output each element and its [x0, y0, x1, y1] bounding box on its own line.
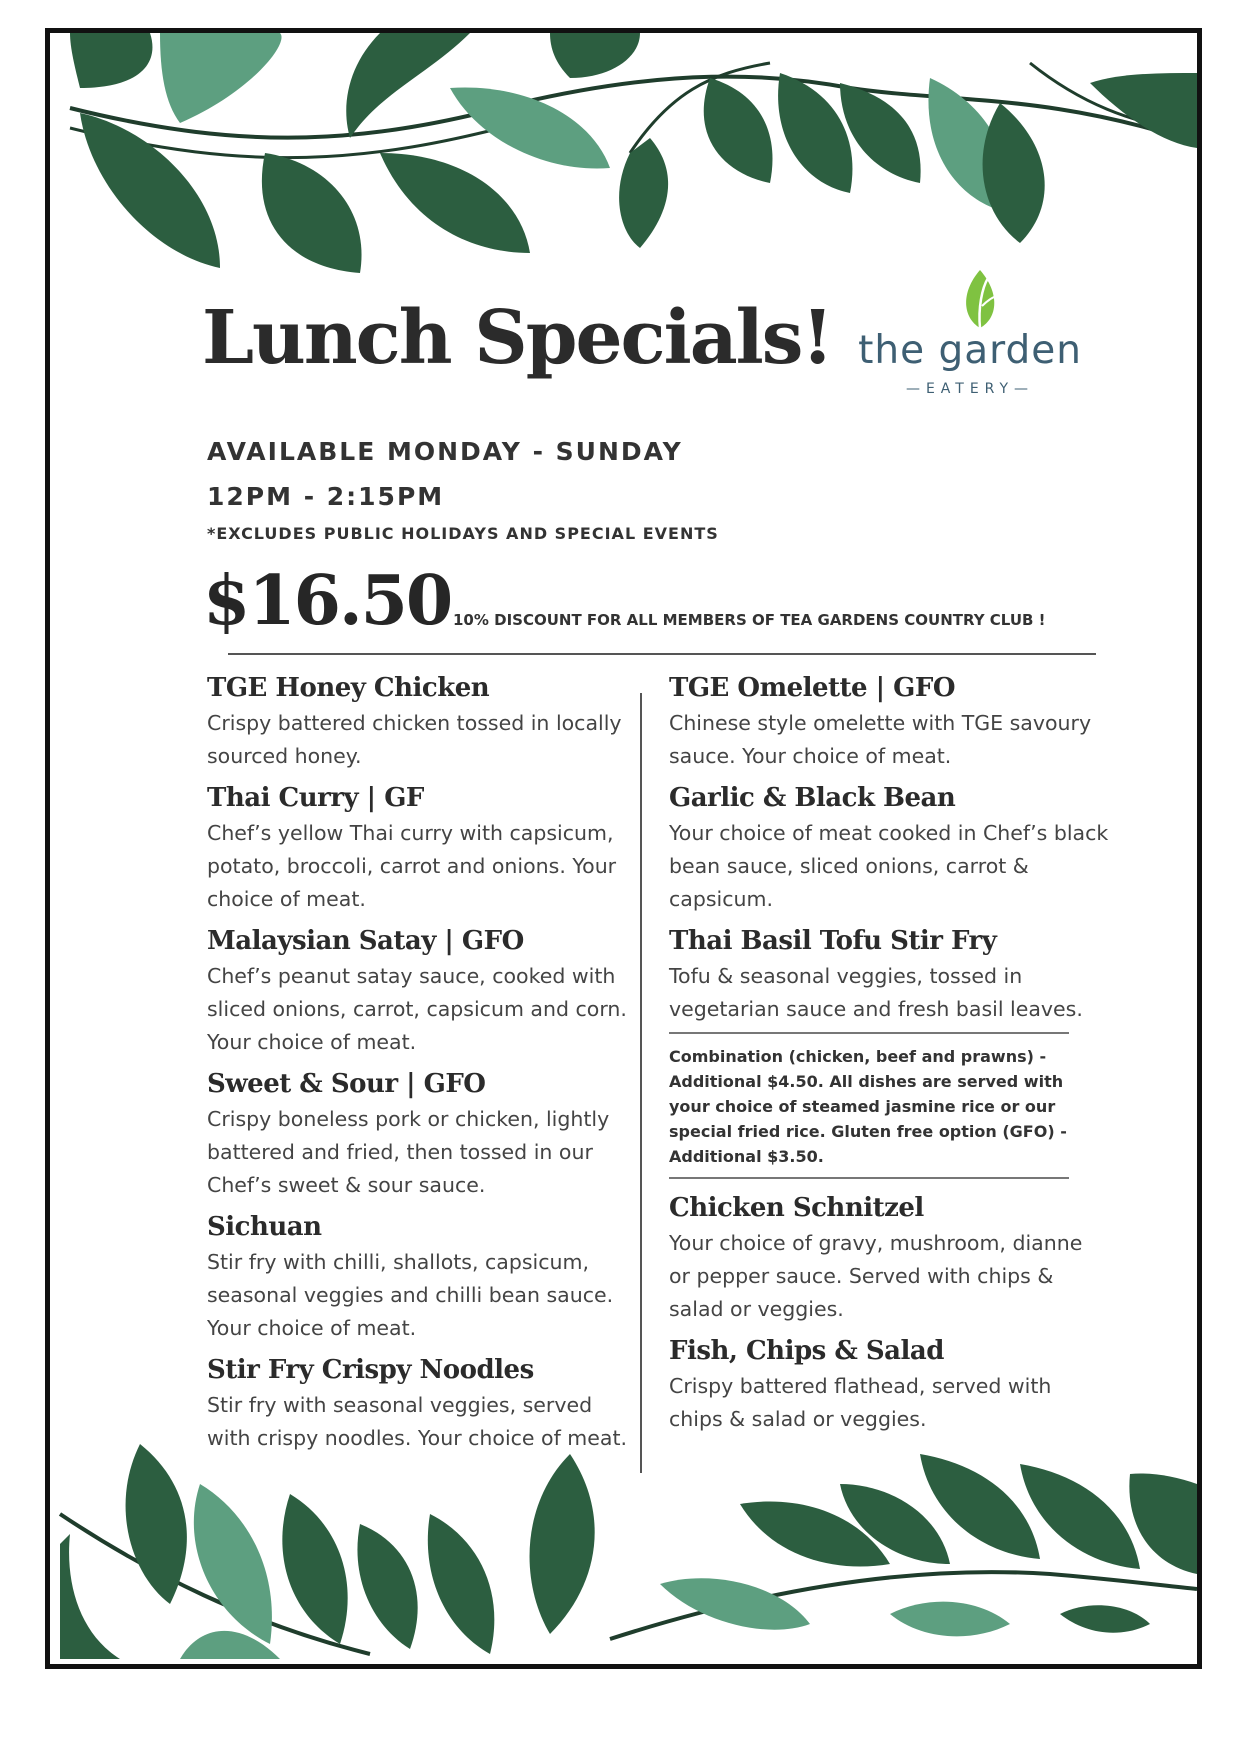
exclusion-note: *EXCLUDES PUBLIC HOLIDAYS AND SPECIAL EVENTS [207, 524, 719, 543]
menu-item-name: Chicken Schnitzel [669, 1193, 924, 1223]
menu-column-right [669, 669, 1109, 1442]
menu-item-description: Crispy battered chicken tossed in locally sourced honey. [207, 711, 622, 768]
logo [830, 268, 1110, 418]
menu-item [669, 922, 1109, 1026]
divider-horizontal [228, 653, 1096, 655]
menu-item-description: Crispy boneless pork or chicken, lightly battered and fried, then tossed in our Chef’s sweet & sour sauce. [207, 1107, 610, 1197]
menu-item-name: TGE Honey Chicken [207, 673, 490, 703]
menu-item-name: Fish, Chips & Salad [669, 1336, 944, 1366]
menu-item-name: Sichuan [207, 1212, 322, 1242]
menu-item-name: Sweet & Sour | GFO [207, 1069, 486, 1099]
menu-item-description: Chef’s peanut satay sauce, cooked with sliced onions, carrot, capsicum and corn. Your choice of meat. [207, 964, 627, 1054]
leaf-garland-bottom [50, 1424, 1197, 1664]
logo-subtitle: —EATERY— [905, 381, 1035, 397]
menu-item-description: Stir fry with seasonal veggies, served with crispy noodles. Your choice of meat. [207, 1393, 628, 1450]
menu-item [207, 779, 637, 916]
menu-item [669, 779, 1109, 916]
leaf-icon [70, 33, 1197, 273]
menu-item [669, 1189, 1109, 1326]
menu-item-name: Malaysian Satay | GFO [207, 926, 524, 956]
menu-item [669, 1332, 1109, 1436]
menu-item-description: Your choice of meat cooked in Chef’s black bean sauce, sliced onions, carrot & capsicum. [669, 821, 1109, 911]
combination-note: Combination (chicken, beef and prawns) - Additional $4.50. All dishes are served with your choice of steamed jasmine rice or our special fried rice. Gluten free option (GFO) - Additional $3.50. [669, 1032, 1069, 1179]
menu-item [207, 1065, 637, 1202]
menu-item-description: Your choice of gravy, mushroom, dianne or pepper sauce. Served with chips & salad or veggies. [669, 1231, 1083, 1321]
availability-days: AVAILABLE MONDAY - SUNDAY [207, 437, 683, 466]
menu-item [207, 922, 637, 1059]
price: $16.50 [203, 561, 452, 641]
menu-item-description: Tofu & seasonal veggies, tossed in vegetarian sauce and fresh basil leaves. [669, 964, 1083, 1021]
member-discount: 10% DISCOUNT FOR ALL MEMBERS OF TEA GARDENS COUNTRY CLUB ! [453, 611, 1046, 629]
menu-item-description: Crispy battered flathead, served with chips & salad or veggies. [669, 1374, 1052, 1431]
menu-item [207, 669, 637, 773]
menu-item-description: Chef’s yellow Thai curry with capsicum, potato, broccoli, carrot and onions. Your choice of meat. [207, 821, 617, 911]
menu-item-name: Stir Fry Crispy Noodles [207, 1355, 534, 1385]
menu-item-description: Chinese style omelette with TGE savoury sauce. Your choice of meat. [669, 711, 1092, 768]
availability-hours: 12PM - 2:15PM [207, 482, 445, 511]
menu-item-name: TGE Omelette | GFO [669, 673, 955, 703]
page-title: Lunch Specials! [202, 295, 832, 381]
leaf-icon [958, 268, 1002, 330]
leaf-icon [60, 1444, 1197, 1659]
divider-vertical [640, 693, 642, 1473]
menu-item-description: Stir fry with chilli, shallots, capsicum, seasonal veggies and chilli bean sauce. Your choice of meat. [207, 1250, 614, 1340]
menu-page [45, 28, 1202, 1669]
menu-item-name: Thai Basil Tofu Stir Fry [669, 926, 997, 956]
menu-column-left [207, 669, 637, 1461]
menu-item-name: Thai Curry | GF [207, 783, 424, 813]
menu-item [669, 669, 1109, 773]
logo-name: the garden [858, 328, 1082, 373]
menu-item-name: Garlic & Black Bean [669, 783, 956, 813]
menu-item [207, 1208, 637, 1345]
leaf-garland-top [50, 33, 1197, 283]
